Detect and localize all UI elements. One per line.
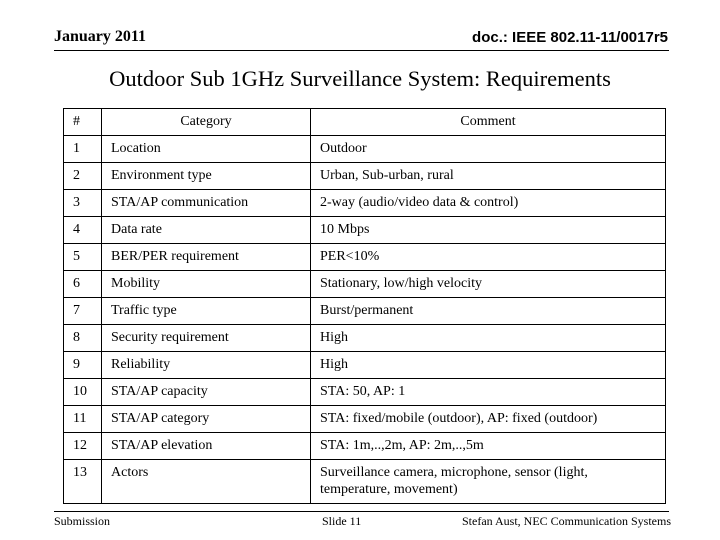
- footer-divider: [54, 511, 669, 512]
- cell-comment: High: [311, 325, 666, 352]
- cell-number: 3: [64, 190, 102, 217]
- table-row: [64, 406, 666, 433]
- cell-category: BER/PER requirement: [102, 244, 311, 271]
- table-row: [64, 379, 666, 406]
- cell-comment: PER<10%: [311, 244, 666, 271]
- cell-number: 5: [64, 244, 102, 271]
- cell-number: 8: [64, 325, 102, 352]
- header-comment: Comment: [311, 109, 666, 136]
- cell-category: STA/AP communication: [102, 190, 311, 217]
- cell-category: Reliability: [102, 352, 311, 379]
- table-row: [64, 163, 666, 190]
- cell-number: 11: [64, 406, 102, 433]
- table-row: [64, 271, 666, 298]
- cell-number: 7: [64, 298, 102, 325]
- header-doc-id: doc.: IEEE 802.11-11/0017r5: [472, 29, 668, 46]
- cell-category: Environment type: [102, 163, 311, 190]
- table-header-row: [64, 109, 666, 136]
- cell-category: STA/AP category: [102, 406, 311, 433]
- cell-comment: 10 Mbps: [311, 217, 666, 244]
- cell-comment: STA: fixed/mobile (outdoor), AP: fixed (outdoor): [311, 406, 666, 433]
- cell-number: 1: [64, 136, 102, 163]
- cell-category: Actors: [102, 460, 311, 504]
- cell-number: 10: [64, 379, 102, 406]
- cell-comment: Outdoor: [311, 136, 666, 163]
- table-body: [64, 136, 666, 504]
- requirements-table: [63, 108, 666, 504]
- table-row: [64, 136, 666, 163]
- cell-number: 9: [64, 352, 102, 379]
- cell-category: Data rate: [102, 217, 311, 244]
- cell-number: 4: [64, 217, 102, 244]
- table-row: [64, 352, 666, 379]
- footer-submission: Submission: [54, 514, 111, 528]
- cell-category: STA/AP elevation: [102, 433, 311, 460]
- cell-number: 13: [64, 460, 102, 504]
- table-row: [64, 190, 666, 217]
- cell-comment: 2-way (audio/video data & control): [311, 190, 666, 217]
- cell-comment: Urban, Sub-urban, rural: [311, 163, 666, 190]
- header-category: Category: [102, 109, 311, 136]
- table-row: [64, 244, 666, 271]
- slide-title: Outdoor Sub 1GHz Surveillance System: Requirements: [109, 66, 611, 91]
- cell-comment: STA: 50, AP: 1: [311, 379, 666, 406]
- table-row: [64, 433, 666, 460]
- cell-number: 6: [64, 271, 102, 298]
- cell-comment: High: [311, 352, 666, 379]
- cell-comment: Surveillance camera, microphone, sensor (light, temperature, movement): [311, 460, 666, 504]
- footer-slide-number: Slide 11: [322, 514, 362, 528]
- cell-comment: Burst/permanent: [311, 298, 666, 325]
- cell-category: Mobility: [102, 271, 311, 298]
- header-number: #: [64, 109, 102, 136]
- cell-comment: Stationary, low/high velocity: [311, 271, 666, 298]
- table-row: [64, 217, 666, 244]
- table-row: [64, 325, 666, 352]
- cell-comment: STA: 1m,..,2m, AP: 2m,..,5m: [311, 433, 666, 460]
- footer-author: Stefan Aust, NEC Communication Systems: [462, 514, 671, 528]
- cell-category: Location: [102, 136, 311, 163]
- cell-number: 2: [64, 163, 102, 190]
- table-row: [64, 298, 666, 325]
- header-divider: [54, 50, 669, 51]
- table-row: [64, 460, 666, 504]
- cell-category: STA/AP capacity: [102, 379, 311, 406]
- header-date: January 2011: [54, 28, 147, 45]
- cell-category: Traffic type: [102, 298, 311, 325]
- cell-number: 12: [64, 433, 102, 460]
- cell-category: Security requirement: [102, 325, 311, 352]
